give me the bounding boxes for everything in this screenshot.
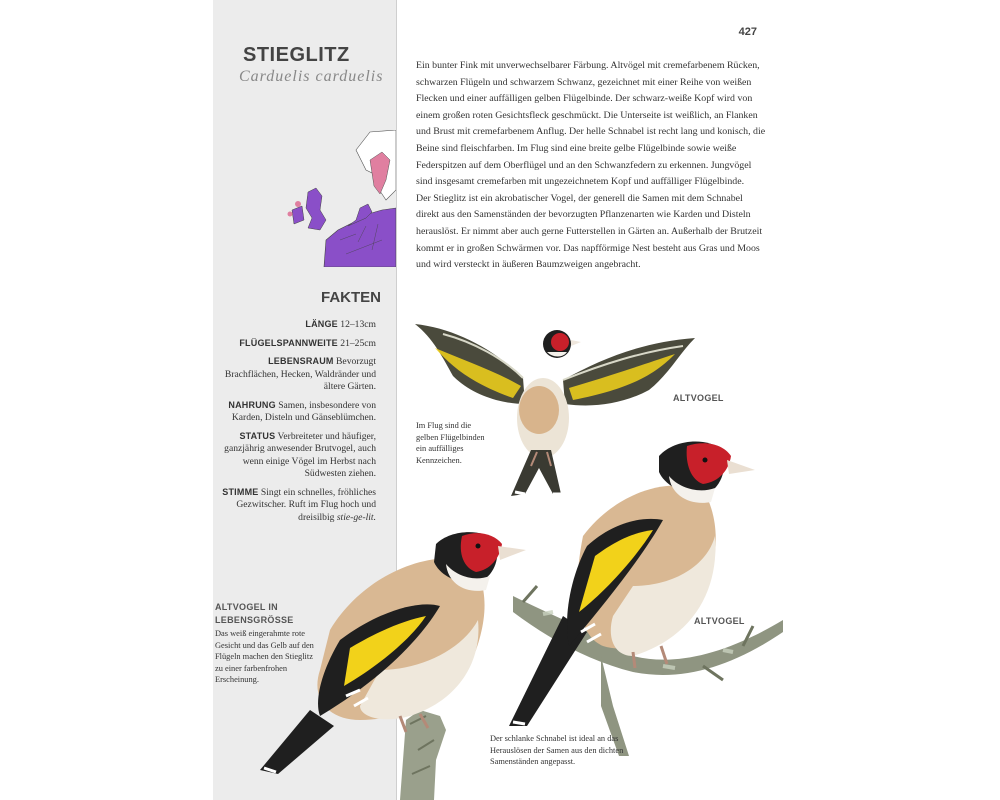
fact-text: Verbreiteter und häufiger, ganzjährig anwesender Brutvogel, auch wenn einige Vögel im Herbst nach Südwesten ziehen. (224, 430, 376, 479)
label-life-size-line1: ALTVOGEL IN (215, 602, 278, 612)
fact-text: 21–25cm (340, 337, 376, 349)
caption-flight: Im Flug sind die gelben Flügelbinden ein auffälliges Kennzeichen. (416, 421, 485, 465)
caption-life-size: Das weiß eingerahmte rote Gesicht und das Gelb auf den Flügeln machen den Stieglitz zu einer farbenfrohen Erscheinung. (215, 629, 314, 684)
caption-perched: Der schlanke Schnabel ist ideal an das Herauslösen der Samen aus den dichten Samenständen angepasst. (490, 734, 624, 766)
fact-text: 12–13cm (340, 319, 376, 330)
label-flight: ALTVOGEL (673, 393, 724, 403)
fact-label: NAHRUNG (228, 399, 276, 410)
fact-wingspan (213, 337, 376, 351)
body-paragraph: Ein bunter Fink mit unverwechselbarer Färbung. Altvögel mit cremefarbenem Rücken, schwarzen Flügeln und schwarzem Schwanz, gezeichnet mit einer Reihe von weißen Flecken und einer auffälligen gelben Flügelbinde. Der schwarz-weiße Kopf wird von einem großen roten Gesichtsfleck geschmückt. Die Unterseite ist weißlich, an Flanken und Brust mit cremefarbenem Anflug. Der helle Schnabel ist recht lang und konisch, die Beine sind fleischfarben. Im Flug sind eine breite gelbe Flügelbinde sowie weiße Federspitzen auf dem Oberflügel und an den Schwanzfedern zu erkennen. Jungvögel sind insgesamt cremefarben mit ungezeichnetem Kopf und auffälliger Flügelbinde. (416, 60, 766, 188)
fact-label: LÄNGE (305, 319, 338, 329)
book-page (213, 0, 787, 800)
fact-text: Singt ein schnelles, fröhliches Gezwitscher. Ruft im Flug hoch und dreisilbig (236, 486, 376, 523)
body-text (416, 58, 766, 274)
page-number: 427 (738, 26, 757, 38)
label-life-size-line2: LEBENSGRÖSSE (215, 614, 294, 625)
fact-status (213, 430, 376, 481)
fact-text: Samen, insbesondere von Karden, Disteln und Gänseblümchen. (231, 399, 376, 423)
fact-label: STATUS (239, 430, 276, 441)
facts-list (213, 318, 376, 529)
scientific-name: Carduelis carduelis (239, 68, 384, 85)
body-paragraph: Der Stieglitz ist ein akrobatischer Vogel, der generell die Samen mit dem Schnabel direkt aus den Samenständen der bevorzugten Pflanzenarten wie Karden und Disteln herauslöst. Er nimmt aber auch gerne Futterstellen in Gärten an. Außerhalb der Brutzeit kommt er in großen Schwärmen vor. Das napfförmige Nest besteht aus Gras und Moos und wird versteckt in äußeren Baumzweigen angebracht. (416, 192, 763, 271)
fact-label: STIMME (222, 486, 259, 497)
fact-text: Bevorzugt Brachflächen, Hecken, Waldränder und ältere Gärten. (224, 356, 376, 392)
fact-label: LEBENSRAUM (268, 356, 334, 366)
fact-label: FLÜGELSPANNWEITE (239, 337, 338, 348)
fact-habitat (213, 355, 376, 394)
fact-length (213, 318, 376, 332)
label-life-size (215, 601, 294, 626)
fact-food (213, 399, 376, 425)
fact-call: stie-ge-lit. (336, 511, 376, 523)
perched-goldfinch-illustration (483, 436, 783, 766)
species-title: STIEGLITZ (243, 44, 350, 66)
facts-heading: FAKTEN (321, 289, 381, 306)
label-perched: ALTVOGEL (694, 616, 745, 626)
distribution-map (286, 130, 396, 267)
fact-voice (213, 486, 376, 525)
